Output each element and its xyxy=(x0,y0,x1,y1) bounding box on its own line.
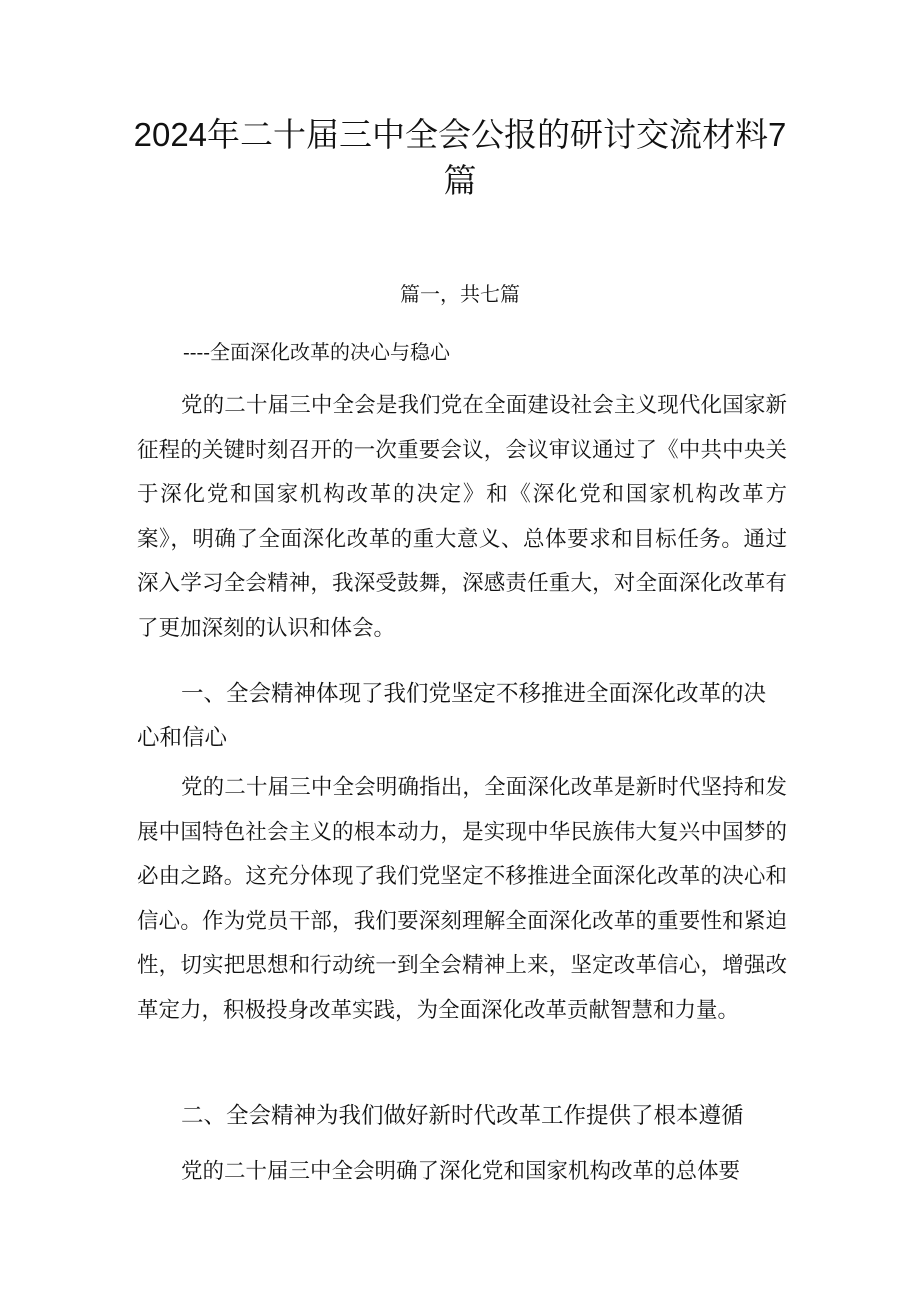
body-paragraph: 党的二十届三中全会明确了深化党和国家机构改革的总体要 xyxy=(181,1159,741,1184)
body-paragraph: 党的二十届三中全会明确指出，全面深化改革是新时代坚持和发展中国特色社会主义的根本动力，是实现中华民族伟大复兴中国梦的必由之路。这充分体现了我们党坚定不移推进全面深化改革的决心和信心。作为党员干部，我们要深刻理解全面深化改革的重要性和紧迫性，切实把思想和行动统一到全会精神上来，坚定改革信心，增强改革定力，积极投身改革实践，为全面深化改革贡献智慧和力量。 xyxy=(137,775,787,1023)
body-paragraph: 党的二十届三中全会是我们党在全面建设社会主义现代化国家新征程的关键时刻召开的一次重要会议，会议审议通过了《中共中央关于深化党和国家机构改革的决定》和《深化党和国家机构改革方案》，明确了全面深化改革的重大意义、总体要求和目标任务。通过深入学习全会精神，我深受鼓舞，深感责任重大，对全面深化改革有了更加深刻的认识和体会。 xyxy=(137,393,787,641)
document-title: 2024年二十届三中全会公报的研讨交流材料7篇 xyxy=(133,116,787,199)
document-subtitle: 篇一，共七篇 xyxy=(400,282,520,306)
section-heading-1: 一、全会精神体现了我们党坚定不移推进全面深化改革的决心和信心 xyxy=(137,681,767,750)
section-heading-2: 二、全会精神为我们做好新时代改革工作提供了根本遵循 xyxy=(181,1103,744,1128)
lead-line: ----全面深化改革的决心与稳心 xyxy=(183,340,451,364)
